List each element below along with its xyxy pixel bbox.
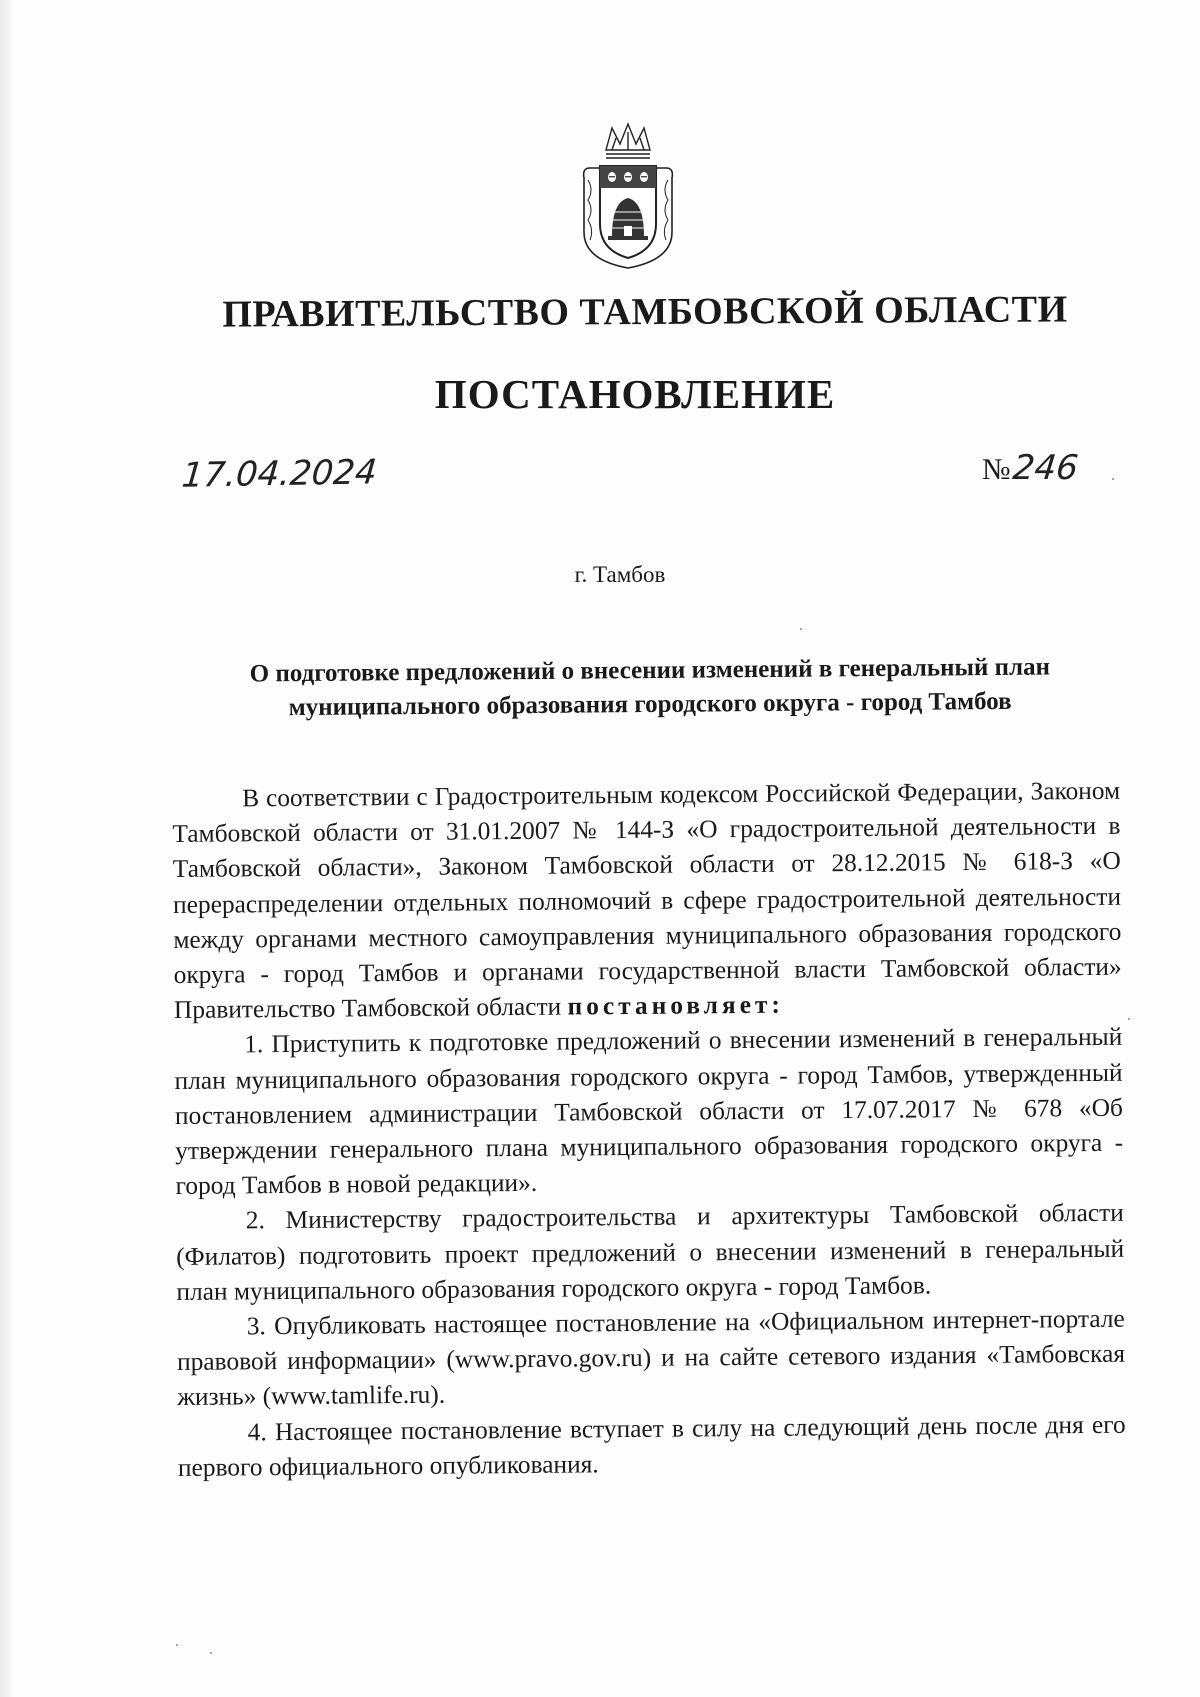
city: г. Тамбов <box>574 562 666 587</box>
scan-speck <box>210 1652 212 1654</box>
item-4: 4. Настоящее постановление вступает в силу на следующий день после дня его первого официального опубликования. <box>177 1410 1126 1482</box>
number-sign: № <box>982 453 1011 486</box>
scan-speck <box>1112 478 1114 480</box>
item-1: 1. Приступить к подготовке предложений о внесении изменений в генеральный план муниципального образования городского округа - город Тамбов, утвержденный постановлением администрации Тамбовской области от 17.07.2017 № 678 «Об утверждении генерального плана муниципального образования городского округа - город Тамбов в новой редакции». <box>174 1023 1124 1201</box>
preamble-paragraph <box>172 774 1122 1029</box>
document-type: ПОСТАНОВЛЕНИЕ <box>434 371 836 417</box>
resolves-word: постановляет: <box>567 990 784 1021</box>
scan-speck <box>800 628 802 630</box>
number-value: 246 <box>1010 448 1080 488</box>
item-3: 3. Опубликовать настоящее постановление на «Официальном интернет-портале правовой информации» (www.pravo.gov.ru) и на сайте сетевого издания «Тамбовская жизнь» (www.tamlife.ru). <box>176 1304 1126 1412</box>
document-subject <box>180 650 1121 726</box>
tambov-coat-of-arms-icon <box>576 120 681 270</box>
subject-line-2: муниципального образования городского округа - город Тамбов <box>288 687 1012 722</box>
organization-title: ПРАВИТЕЛЬСТВО ТАМБОВСКОЙ ОБЛАСТИ <box>222 288 1068 336</box>
scan-speck <box>176 1644 178 1646</box>
item-2: 2. Министерству градостроительства и архитектуры Тамбовской области (Филатов) подготовить проект предложений о внесении изменений в генеральный план муниципального образования городского округа - город Тамбов. <box>176 1199 1125 1306</box>
document-date: 17.04.2024 <box>180 452 379 496</box>
scan-edge <box>0 0 14 1697</box>
subject-line-1: О подготовке предложений о внесении изменений в генеральный план <box>249 653 1051 688</box>
document-number <box>982 448 1078 488</box>
document-body <box>172 774 1126 1486</box>
preamble-text: В соответствии с Градостроительным кодексом Российской Федерации, Законом Тамбовской области от 31.01.2007 № 144-З «О градостроительной деятельности в Тамбовской области», Законом Тамбовской области от 28.12.2015 № 618-З «О перераспределении отдельных полномочий в сфере градостроительной деятельности между органами местного самоуправления муниципального образования городского округа - город Тамбов и органами государственной власти Тамбовской области» Правительство Тамбовской области <box>172 776 1122 1025</box>
scan-speck <box>1128 1018 1130 1020</box>
